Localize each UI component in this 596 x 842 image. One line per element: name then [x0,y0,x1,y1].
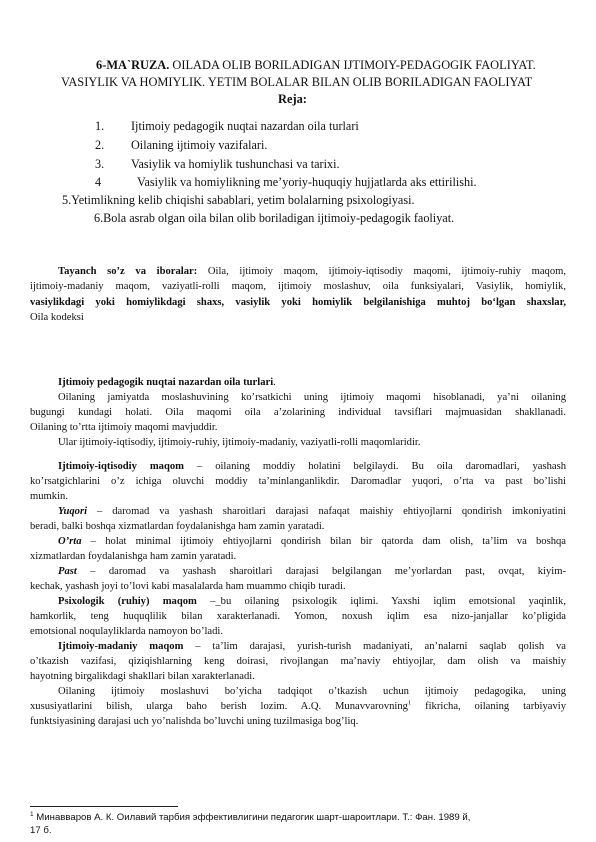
footnote-mark: 1 [30,810,34,818]
paragraph-line: Oilaning to’rtta ijtimoiy maqomi mavjuddir. [30,422,218,433]
paragraph-line: funktsiyasining darajasi uch yo’nalishda bo’luvchi uning tuzilmasiga bog’liq. [30,716,359,727]
plan-text: Vasiylik va homiylikning me’yoriy-huquqiy hujjatlarda aks ettirilishi. [137,175,477,189]
plan-item [95,174,477,190]
paragraph-line: Ijtimoiy-iqtisodiy maqom – oilaning moddiy holatini belgilaydi. Bu oila daromadlari, yashash [58,461,566,472]
paragraph-line: o’tkazish vazifasi, qiziqishlarning keng doirasi, rivojlangan ma’naviy ehtiyojlar, dam olish va maishiy [30,656,566,667]
footnote-reference[interactable]: 1 [407,699,412,707]
footnote-divider [30,806,178,807]
keywords-line: ijtimoiy-madaniy maqom, vaziyatli-rolli maqom, ijtimoiy moslashuv, oila funksiyalari, Vasiylik, homiylik, [30,281,566,292]
keywords-line: vasiylikdagi yoki homiylikdagi shaxs, vasiylik yoki homiylik belgilanishiga muhtoj bo‘lgan shaxslar, [30,297,566,308]
plan-text: Oilaning ijtimoiy vazifalari. [131,138,268,152]
footnote-line: 17 б. [30,825,52,836]
paragraph-line: xususiyatlarini bilish, ularga baho berish lozim. A.Q. Munavvarovning$^1$ fikricha, oilaning tarbiyaviy [30,699,567,712]
term-low: Past [58,566,77,577]
paragraph-line: Psixologik (ruhiy) maqom –_bu oilaning psixologik iqlimi. Yaxshi iqlim emotsional yaqinlik, [58,596,566,607]
paragraph-line: ko’rsatgichlarini o’z ichiga oluvchi moddiy ta’minlanganlikdir. Daromadlar yuqori, o’rta va past bo’lishi [30,476,566,487]
plan-number: 3. [95,157,105,171]
term-high: Yuqori [58,506,88,517]
paragraph-line: Ular ijtimoiy-iqtisodiy, ijtimoiy-ruhiy, ijtimoiy-madaniy, vaziyatli-rolli maqomlaridir. [58,437,421,448]
plan-item [95,137,268,153]
paragraph-line: beradi, balki boshqa xizmatlardan foydalanishga ham zamin yaratadi. [30,521,325,532]
paragraph-line: hamkorlik, teng huquqlilik bilan xarakterlanadi. Yomon, noxush iqlim esa nizo-janjallar ko’pligida [30,611,566,622]
keywords-line: Tayanch so’z va iboralar: Oila, ijtimoiy maqom, ijtimoiy-iqtisodiy maqomi, ijtimoiy-ruhiy maqom, [58,266,567,277]
term-psychological: Psixologik (ruhiy) maqom [58,596,197,607]
plan-text: Ijtimoiy pedagogik nuqtai nazardan oila turlari [131,119,359,133]
lecture-title-line2: VASIYLIK VA HOMIYLIK. YETIM BOLALAR BILAN OLIB BORILADIGAN FAOLIYAT [61,75,533,89]
paragraph-line: Past – daromad va yashash sharoitlari darajasi belgilangan me’yorlardan past, ovqat, kiyim- [58,566,566,577]
plan-item [95,156,340,172]
term-middle: O’rta [58,536,82,547]
paragraph-line: kechak, yashash joyi to’lovi kabi masalalarda ham muammo chiqib turadi. [30,581,346,592]
paragraph-line: emotsional noqulayliklarda namoyon bo’ladi. [30,626,223,637]
term-cultural: Ijtimoiy-madaniy maqom [58,641,184,652]
paragraph-line: O’rta – holat minimal ijtimoiy ehtiyojlarni qondirish bilan bir qatorda dam olish, ta’lim va boshqa [58,536,566,547]
keywords-line: Oila kodeksi [30,312,84,323]
paragraph-line: hayotning birgalikdagi shakllari bilan xarakterlanadi. [30,671,255,682]
plan-item: 6.Bola asrab olgan oila bilan olib boriladigan ijtimoiy-pedagogik faoliyat. [94,211,455,225]
paragraph-line: bugungi kundagi holati. Oila maqomi oila a’zolarining individual tavsiflari majmuasidan shakllanadi. [30,407,566,418]
plan-number: 2. [95,138,105,152]
section-heading: Ijtimoiy pedagogik nuqtai nazardan oila turlari. [58,377,276,388]
paragraph-line: Ijtimoiy-madaniy maqom – ta’lim darajasi, yurish-turish madaniyati, an’nalarni saqlab qolish va [58,641,566,652]
plan-item: 5.Yetimlikning kelib chiqishi sabablari, yetim bolalarning psixologiyasi. [62,193,415,207]
paragraph-line: Oilaning jamiyatda moslashuvining ko’rsatkichi uning ijtimoiy maqomi hisoblanadi, ya’ni oilaning [58,392,566,403]
paragraph-line: Oilaning ijtimoiy moslashuvi bo’yicha tadqiqot o’tkazish uchun ijtimoiy pedagogika, uning [58,686,566,697]
footnote: $^1$ Минавваров А. К. Оилавий тарбия эффективлигини педагогик шарт-шароитлари. Т.: Фан. 1989 й, [30,810,471,823]
paragraph-line: mumkin. [30,491,68,502]
plan-item [95,118,359,134]
plan-heading: Reja: [278,92,307,106]
lecture-label: 6-MA`RUZA. [96,58,170,72]
lecture-title-rest: OILADA OLIB BORILADIGAN IJTIMOIY-PEDAGOGIK FAOLIYAT. [169,58,536,72]
keywords-label: Tayanch so’z va iboralar: [58,266,198,277]
plan-number: 4 [95,175,102,189]
plan-number: 1. [95,119,105,133]
paragraph-line: Yuqori – daromad va yashash sharoitlari darajasi nafaqat maishiy ehtiyojlarni qondirish imkoniyatini [58,506,566,517]
paragraph-line: xizmatlardan foydalanishga ham zamin yaratadi. [30,551,237,562]
plan-text: Vasiylik va homiylik tushunchasi va tarixi. [131,157,340,171]
term-economic: Ijtimoiy-iqtisodiy maqom [58,461,184,472]
lecture-title-line1 [96,57,536,73]
